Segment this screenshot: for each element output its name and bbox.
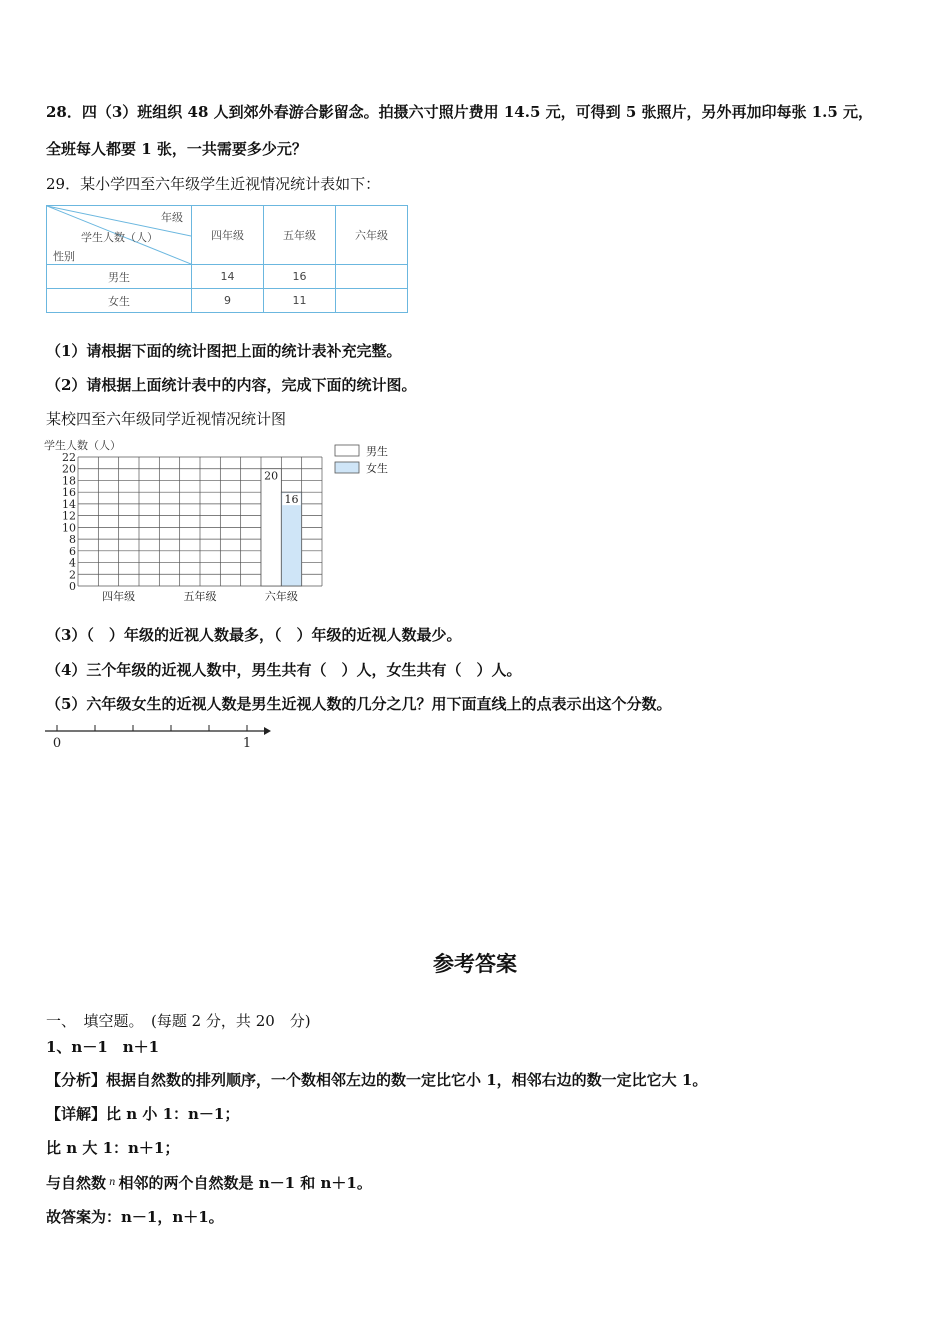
table-cell: 14 [192, 265, 264, 289]
x-tick-label: 六年级 [264, 590, 298, 603]
y-tick-label: 2 [69, 568, 76, 582]
q29-intro: 29．某小学四至六年级学生近视情况统计表如下： [46, 175, 381, 193]
y-tick-label: 6 [69, 544, 76, 558]
y-tick-label: 0 [69, 580, 76, 593]
table-corner-header [47, 206, 192, 265]
table-cell-empty[interactable] [336, 265, 408, 289]
answer-line2: 比 n 大 1：n＋1； [46, 1139, 180, 1157]
stats-table [46, 205, 408, 313]
corner-count-label: 学生人数（人） [81, 231, 158, 244]
table-cell: 16 [264, 265, 336, 289]
q29-sub4: （4）三个年级的近视人数中，男生共有（ ）人，女生共有（ ）人。 [46, 661, 522, 679]
x-tick-label: 四年级 [102, 590, 136, 603]
column-header-grade4: 四年级 [192, 206, 264, 265]
table-cell: 9 [192, 289, 264, 313]
y-tick-label: 20 [62, 462, 76, 476]
y-tick-label: 8 [69, 533, 76, 547]
answer-1: 1、n－1 n＋1 [46, 1038, 160, 1056]
answer-conclusion: 故答案为：n－1，n＋1。 [46, 1208, 224, 1226]
q28-text-line2: 全班每人都要 1 张，一共需要多少元？ [46, 140, 307, 158]
bar-chart [40, 436, 420, 608]
answer-line3-var: n [109, 1177, 116, 1188]
y-tick-label: 12 [62, 509, 76, 523]
y-tick-label: 4 [69, 556, 76, 570]
number-line-label-1: 1 [242, 736, 252, 751]
table-row [47, 265, 408, 289]
q29-sub1: （1）请根据下面的统计图把上面的统计表补充完整。 [46, 342, 402, 360]
answer-title: 参考答案 [433, 952, 517, 976]
corner-grade-label: 年级 [161, 211, 183, 224]
y-tick-label: 18 [62, 474, 76, 488]
column-header-grade5: 五年级 [264, 206, 336, 265]
y-tick-label: 10 [62, 521, 76, 535]
q29-sub3: （3）（ ）年级的近视人数最多，（ ）年级的近视人数最少。 [46, 626, 462, 644]
row-label-girls: 女生 [47, 289, 192, 313]
bar-data-label: 16 [284, 493, 299, 507]
number-line [40, 722, 280, 754]
x-tick-label: 五年级 [183, 590, 217, 603]
legend-swatch-girls [335, 462, 359, 473]
answer-line3-pre: 与自然数 [46, 1174, 107, 1192]
q29-sub2: （2）请根据上面统计表中的内容，完成下面的统计图。 [46, 376, 417, 394]
legend-label: 男生 [366, 445, 388, 458]
answer-section-heading: 一、 填空题。 (每题 2 分，共 20 分) [46, 1012, 311, 1030]
table-cell: 11 [264, 289, 336, 313]
answer-analysis: 【分析】根据自然数的排列顺序，一个数相邻左边的数一定比它小 1，相邻右边的数一定比它大 1。 [46, 1071, 708, 1089]
legend-swatch-boys [335, 445, 359, 456]
corner-gender-label: 性别 [53, 250, 75, 263]
number-line-label-0: 0 [52, 736, 62, 751]
bar-data-label: 20 [264, 469, 279, 483]
answer-line3 [46, 1173, 372, 1193]
y-tick-label: 22 [62, 451, 76, 464]
number-line-arrow [264, 727, 271, 735]
bar-girls-6 [281, 492, 301, 586]
table-cell-empty[interactable] [336, 289, 408, 313]
answer-detail: 【详解】比 n 小 1：n－1； [46, 1105, 240, 1123]
y-tick-label: 16 [62, 486, 76, 500]
q28-text-line1: 28．四（3）班组织 48 人到郊外春游合影留念。拍摄六寸照片费用 14.5 元，可得到 5 张照片，另外再加印每张 1.5 元， [46, 103, 874, 121]
table-row [47, 289, 408, 313]
column-header-grade6: 六年级 [336, 206, 408, 265]
legend-label: 女生 [366, 462, 388, 475]
y-tick-label: 14 [62, 497, 76, 511]
row-label-boys: 男生 [47, 265, 192, 289]
bar-boys-6 [261, 469, 281, 586]
q29-sub5: （5）六年级女生的近视人数是男生近视人数的几分之几？用下面直线上的点表示出这个分数。 [46, 695, 672, 713]
chart-title: 某校四至六年级同学近视情况统计图 [46, 410, 287, 428]
y-axis-label: 学生人数（人） [44, 439, 121, 452]
answer-line3-post: 相邻的两个自然数是 n－1 和 n＋1。 [118, 1174, 372, 1192]
